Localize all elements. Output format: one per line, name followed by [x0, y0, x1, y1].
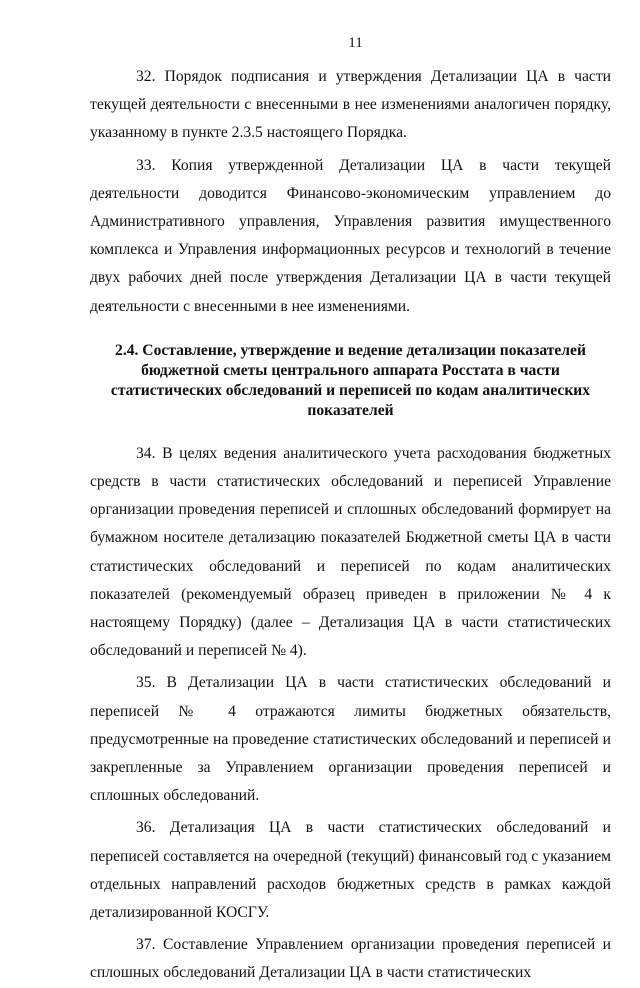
paragraph-37: 37. Составление Управлением организации проведения переписей и сплошных обследований Детализации ЦА в части статистических — [90, 936, 611, 982]
section-heading: 2.4. Составление, утверждение и ведение детализации показателей бюджетной сметы центрального аппарата Росстата в части статистических обследований и переписей по кодам аналитических показателей — [110, 341, 591, 419]
paragraph-36: 36. Детализация ЦА в части статистических обследований и переписей составляется на очередной (текущий) финансовый год с указанием отдельных направлений расходов бюджетных средств в рамках каждой детализированной КОСГУ. — [90, 819, 611, 922]
page-number: 11 — [348, 35, 363, 51]
paragraph-35: 35. В Детализации ЦА в части статистических обследований и переписей № 4 отражаются лимиты бюджетных обязательств, предусмотренные на проведение статистических обследований и переписей и закрепленные за Управлением организации проведения переписей и сплошных обследований. — [90, 674, 611, 805]
paragraph-34: 34. В целях ведения аналитического учета расходования бюджетных средств в части статистических обследований и переписей Управление организации проведения переписей и сплошных обследований формирует на бумажном носителе детализацию показателей Бюджетной сметы ЦА в части статистических обследований и переписей по кодам аналитических показателей (рекомендуемый образец приведен в приложении № 4 к настоящему Порядку) (далее – Детализация ЦА в части статистических обследований и переписей № 4). — [90, 444, 611, 660]
paragraph-33: 33. Копия утвержденной Детализации ЦА в части текущей деятельности доводится Финансово-экономическим управлением до Административного управления, Управления развития имущественного комплекса и Управления информационных ресурсов и технологий в течение двух рабочих дней после утверждения Детализации ЦА в части текущей деятельности с внесенными в нее изменениями. — [90, 156, 611, 315]
paragraph-32: 32. Порядок подписания и утверждения Детализации ЦА в части текущей деятельности с внесенными в нее изменениями аналогичен порядку, указанному в пункте 2.3.5 настоящего Порядка. — [90, 68, 611, 142]
